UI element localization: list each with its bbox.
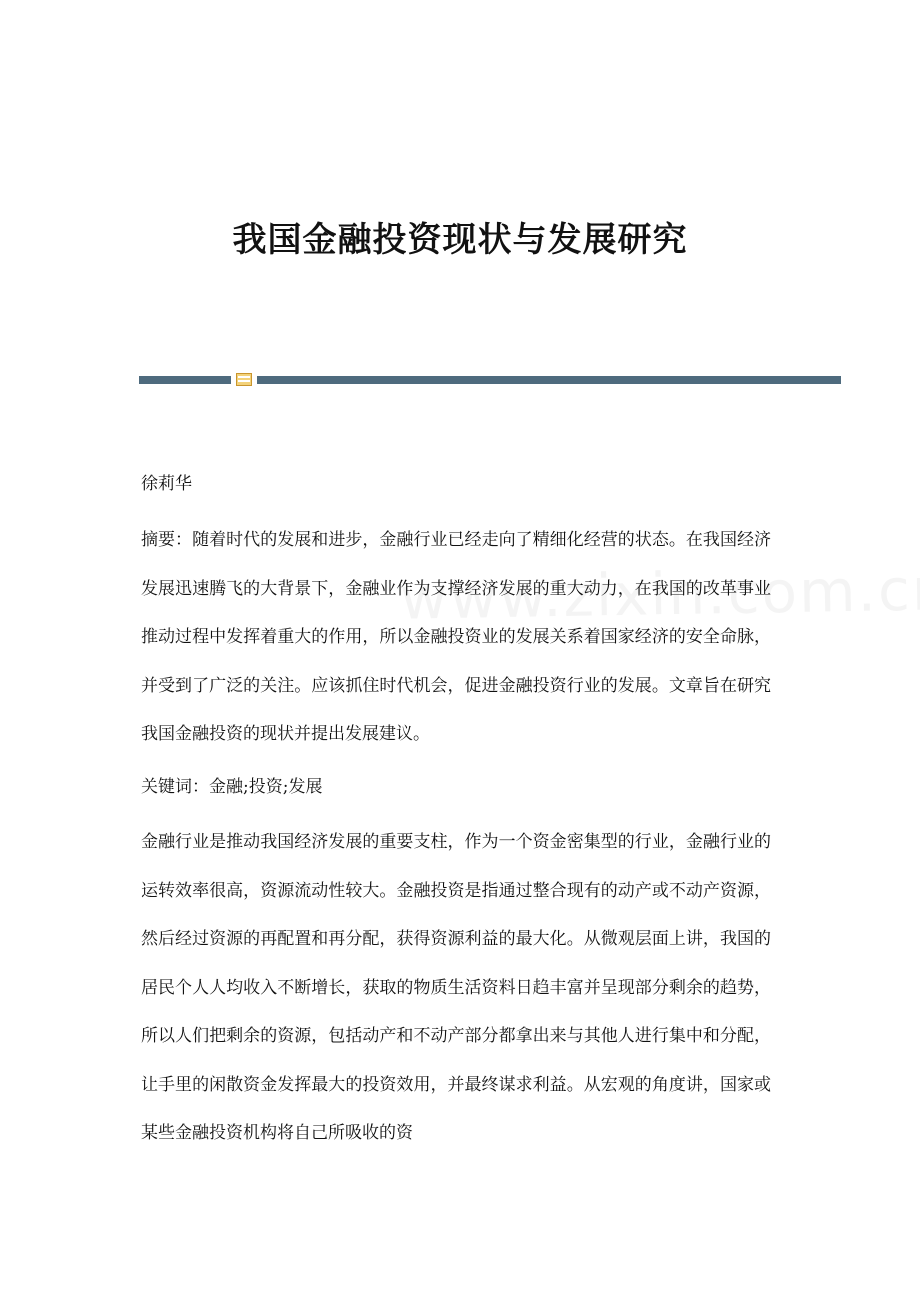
divider-bar-left xyxy=(139,376,231,384)
document-title: 我国金融投资现状与发展研究 xyxy=(232,220,688,260)
title-divider xyxy=(139,372,841,386)
document-emblem-icon xyxy=(236,373,252,386)
abstract-text: 随着时代的发展和进步，金融行业已经走向了精细化经营的状态。在我国经济发展迅速腾飞的大背景下，金融业作为支撑经济发展的重大动力，在我国的改革事业推动过程中发挥着重大的作用，所以金融投资业的发展关系着国家经济的安全命脉，并受到了广泛的关注。应该抓住时代机会，促进金融投资行业的发展。文章旨在研究我国金融投资的现状并提出发展建议。 xyxy=(141,530,772,744)
divider-bar-right xyxy=(257,376,841,384)
body-paragraph: 金融行业是推动我国经济发展的重要支柱，作为一个资金密集型的行业，金融行业的运转效率很高，资源流动性较大。金融投资是指通过整合现有的动产或不动产资源，然后经过资源的再配置和再分配，获得资源利益的最大化。从微观层面上讲，我国的居民个人人均收入不断增长，获取的物质生活资料日趋丰富并呈现部分剩余的趋势，所以人们把剩余的资源，包括动产和不动产部分都拿出来与其他人进行集中和分配，让手里的闲散资金发挥最大的投资效用，并最终谋求利益。从宏观的角度讲，国家或某些金融投资机构将自己所吸收的资 xyxy=(141,832,771,1143)
abstract-paragraph xyxy=(141,516,771,759)
abstract-label: 摘要： xyxy=(141,530,193,550)
author-name: 徐莉华 xyxy=(141,474,192,494)
keywords-text: 金融;投资;发展 xyxy=(209,777,323,797)
keywords-label: 关键词： xyxy=(141,777,209,797)
keywords-line xyxy=(141,763,771,811)
